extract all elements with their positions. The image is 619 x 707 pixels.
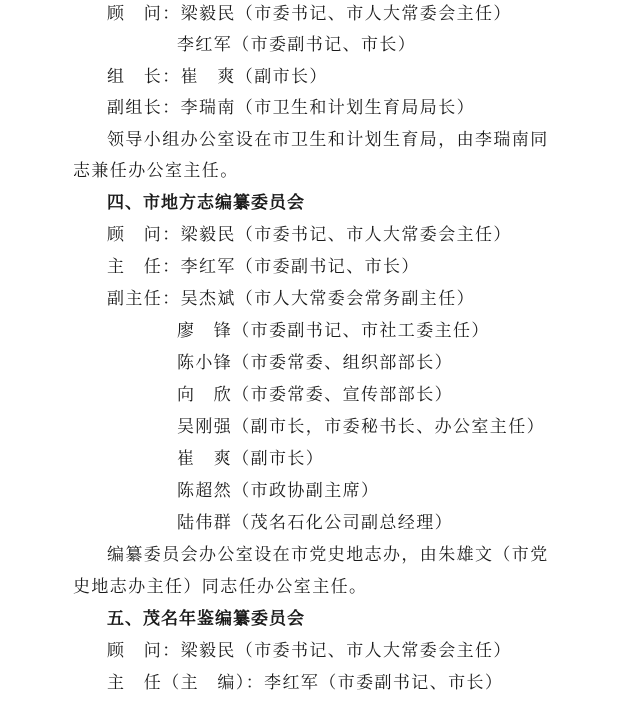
director-row bbox=[107, 673, 503, 693]
advisor-row bbox=[107, 4, 512, 24]
advisor-name: 梁毅民（市委书记、市人大常委会主任） bbox=[180, 225, 512, 245]
advisor-name: 李红军（市委副书记、市长） bbox=[177, 35, 417, 55]
deputy-director-name: 廖 锋（市委副书记、市社工委主任） bbox=[177, 321, 490, 341]
director-name: 李红军（市委副书记、市长） bbox=[264, 673, 504, 693]
deputy-director-name: 陆伟群（茂名石化公司副总经理） bbox=[177, 513, 453, 533]
leader-name: 崔 爽（副市长） bbox=[180, 67, 328, 87]
deputy-leader-row bbox=[107, 98, 475, 118]
director-label: 主 任： bbox=[107, 257, 181, 277]
deputy-leader-name: 李瑞南（市卫生和计划生育局局长） bbox=[180, 98, 476, 118]
office-paragraph-line: 志兼任办公室主任。 bbox=[73, 161, 239, 181]
deputy-director-name: 崔 爽（副市长） bbox=[177, 449, 325, 469]
advisor-label: 顾 问： bbox=[107, 641, 181, 661]
deputy-director-name: 吴刚强（副市长，市委秘书长、办公室主任） bbox=[177, 417, 545, 437]
director-name: 李红军（市委副书记、市长） bbox=[180, 257, 420, 277]
deputy-director-name: 陈小锋（市委常委、组织部部长） bbox=[177, 353, 453, 373]
advisor-name: 梁毅民（市委书记、市人大常委会主任） bbox=[180, 641, 512, 661]
deputy-director-name: 陈超然（市政协副主席） bbox=[177, 481, 380, 501]
advisor-row-2 bbox=[177, 35, 416, 55]
leader-row bbox=[107, 67, 328, 87]
office-paragraph-line: 史地志办主任）同志任办公室主任。 bbox=[73, 577, 368, 597]
office-paragraph-line: 领导小组办公室设在市卫生和计划生育局，由李瑞南同 bbox=[107, 130, 549, 150]
advisor-row bbox=[107, 225, 512, 245]
deputy-leader-label: 副组长： bbox=[107, 98, 181, 118]
office-paragraph-line: 编纂委员会办公室设在市党史地志办，由朱雄文（市党 bbox=[107, 545, 549, 565]
deputy-director-row bbox=[107, 289, 475, 309]
leader-label: 组 长： bbox=[107, 67, 181, 87]
advisor-row bbox=[107, 641, 512, 661]
advisor-label: 顾 问： bbox=[107, 4, 181, 24]
director-label: 主 任（主 编）： bbox=[107, 673, 265, 693]
director-row bbox=[107, 257, 420, 277]
deputy-director-name: 吴杰斌（市人大常委会常务副主任） bbox=[180, 289, 476, 309]
section-heading: 五、茂名年鉴编纂委员会 bbox=[107, 609, 305, 629]
advisor-name: 梁毅民（市委书记、市人大常委会主任） bbox=[180, 4, 512, 24]
deputy-director-name: 向 欣（市委常委、宣传部部长） bbox=[177, 385, 453, 405]
deputy-director-label: 副主任： bbox=[107, 289, 181, 309]
advisor-label: 顾 问： bbox=[107, 225, 181, 245]
section-heading: 四、市地方志编纂委员会 bbox=[107, 193, 305, 213]
